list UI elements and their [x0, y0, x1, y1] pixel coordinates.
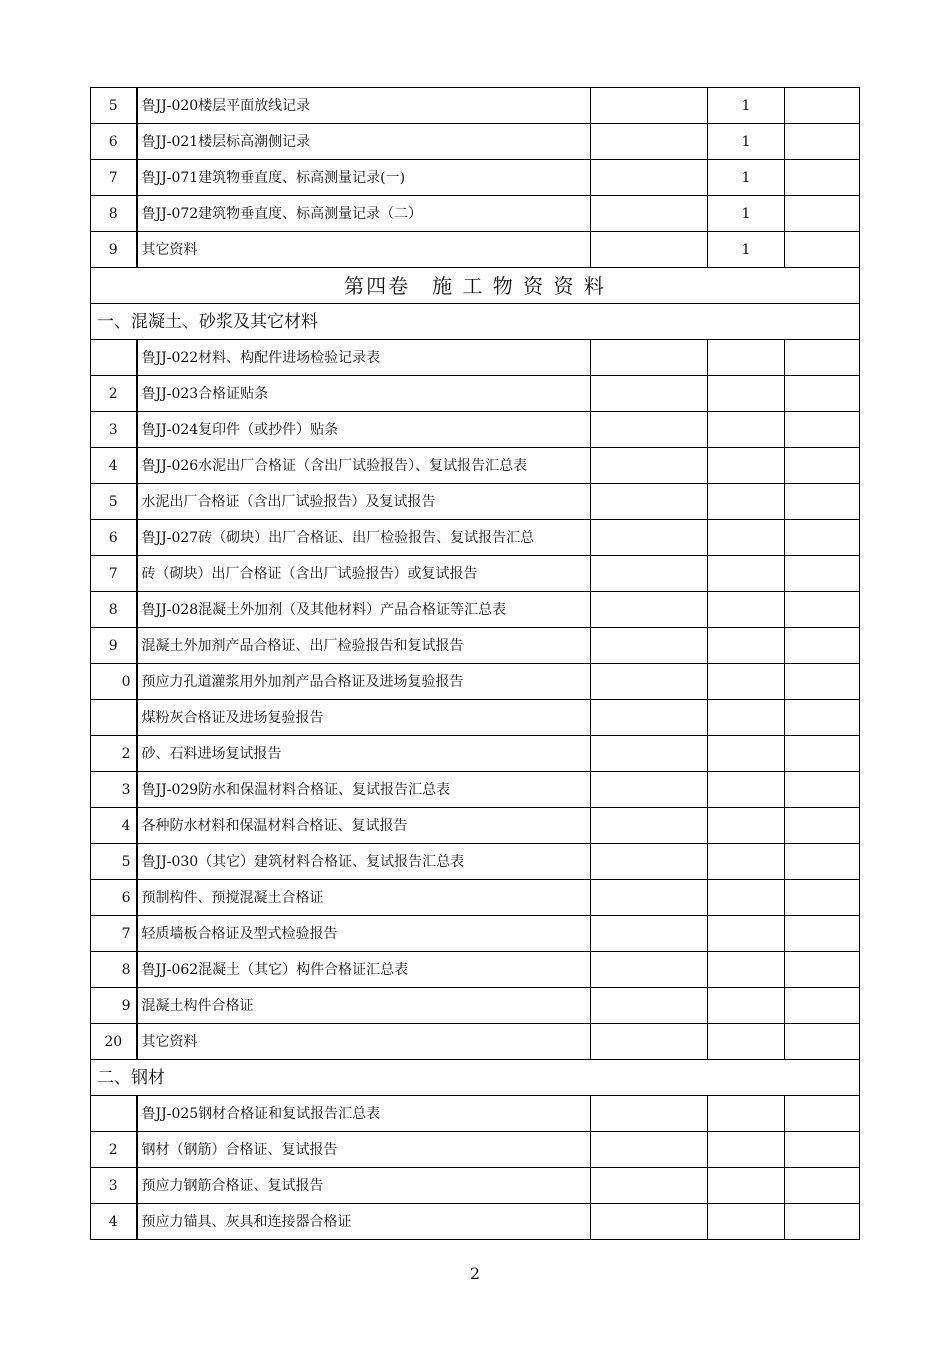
- blank-cell: [591, 808, 708, 844]
- blank-cell: [708, 1024, 785, 1060]
- item-name: 鲁JJ-025钢材合格证和复试报告汇总表: [137, 1096, 591, 1132]
- table-row: [91, 448, 860, 484]
- table-row: [91, 1168, 860, 1204]
- blank-cell: [785, 88, 860, 124]
- blank-cell: [785, 448, 860, 484]
- table-row: [91, 880, 860, 916]
- item-number: 9: [91, 232, 137, 268]
- item-number: 6: [91, 124, 137, 160]
- item-name: 预应力锚具、灰具和连接器合格证: [137, 1204, 591, 1240]
- blank-cell: [708, 376, 785, 412]
- blank-cell: [591, 916, 708, 952]
- blank-cell: [785, 520, 860, 556]
- blank-cell: [708, 700, 785, 736]
- blank-cell: [591, 448, 708, 484]
- blank-cell: [785, 232, 860, 268]
- item-name: 鲁JJ-030（其它）建筑材料合格证、复试报告汇总表: [137, 844, 591, 880]
- blank-cell: [785, 196, 860, 232]
- table-row: [91, 1204, 860, 1240]
- blank-cell: [708, 952, 785, 988]
- item-name: 鲁JJ-022材料、构配件进场检验记录表: [137, 340, 591, 376]
- item-number: 7: [91, 160, 137, 196]
- blank-cell: [708, 340, 785, 376]
- blank-cell: [591, 1024, 708, 1060]
- blank-cell: [785, 484, 860, 520]
- blank-cell: [708, 880, 785, 916]
- blank-cell: [785, 592, 860, 628]
- item-number: 8: [91, 952, 137, 988]
- blank-cell: [708, 736, 785, 772]
- item-number: 20: [91, 1024, 137, 1060]
- item-name: 钢材（钢筋）合格证、复试报告: [137, 1132, 591, 1168]
- blank-cell: [785, 412, 860, 448]
- blank-cell: [708, 1204, 785, 1240]
- blank-cell: [591, 232, 708, 268]
- blank-cell: [591, 376, 708, 412]
- item-name: 混凝土外加剂产品合格证、出厂检验报告和复试报告: [137, 628, 591, 664]
- table-row: [91, 340, 860, 376]
- table-row: [91, 88, 860, 124]
- item-copies: 1: [708, 232, 785, 268]
- blank-cell: [785, 124, 860, 160]
- blank-cell: [785, 844, 860, 880]
- item-number: 2: [91, 1132, 137, 1168]
- item-number: 0: [91, 664, 137, 700]
- item-name: 轻质墙板合格证及型式检验报告: [137, 916, 591, 952]
- blank-cell: [785, 1024, 860, 1060]
- blank-cell: [785, 1204, 860, 1240]
- item-name: 鲁JJ-027砖（砌块）出厂合格证、出厂检验报告、复试报告汇总: [137, 520, 591, 556]
- blank-cell: [785, 376, 860, 412]
- table-row: [91, 988, 860, 1024]
- table-row: [91, 412, 860, 448]
- item-number: [91, 340, 137, 376]
- section-title: 一、混凝土、砂浆及其它材料: [91, 304, 860, 340]
- blank-cell: [591, 736, 708, 772]
- item-number: 6: [91, 520, 137, 556]
- blank-cell: [708, 664, 785, 700]
- item-number: 8: [91, 196, 137, 232]
- item-copies: 1: [708, 88, 785, 124]
- blank-cell: [785, 340, 860, 376]
- blank-cell: [785, 160, 860, 196]
- item-number: 2: [91, 736, 137, 772]
- item-copies: 1: [708, 196, 785, 232]
- item-name: 鲁JJ-062混凝土（其它）构件合格证汇总表: [137, 952, 591, 988]
- blank-cell: [591, 1204, 708, 1240]
- blank-cell: [785, 808, 860, 844]
- blank-cell: [785, 664, 860, 700]
- item-name: 鲁JJ-026水泥出厂合格证（含出厂试验报告）、复试报告汇总表: [137, 448, 591, 484]
- table-row: [91, 844, 860, 880]
- blank-cell: [591, 1168, 708, 1204]
- blank-cell: [591, 844, 708, 880]
- table-row: [91, 700, 860, 736]
- page-number: 2: [469, 1264, 481, 1283]
- table-row: [91, 592, 860, 628]
- blank-cell: [591, 160, 708, 196]
- blank-cell: [785, 1132, 860, 1168]
- table-row: [91, 1132, 860, 1168]
- item-number: 8: [91, 592, 137, 628]
- blank-cell: [785, 952, 860, 988]
- table-row: [91, 664, 860, 700]
- table-row: [91, 1096, 860, 1132]
- blank-cell: [591, 1132, 708, 1168]
- table-row: [91, 196, 860, 232]
- item-number: 9: [91, 988, 137, 1024]
- item-number: 3: [91, 412, 137, 448]
- blank-cell: [708, 808, 785, 844]
- table-row: [91, 916, 860, 952]
- section-header-row: [91, 304, 860, 340]
- item-name: 鲁JJ-021楼层标高潮侧记录: [137, 124, 591, 160]
- table-row: [91, 520, 860, 556]
- blank-cell: [785, 556, 860, 592]
- blank-cell: [785, 1096, 860, 1132]
- blank-cell: [785, 736, 860, 772]
- table-row: [91, 772, 860, 808]
- blank-cell: [591, 556, 708, 592]
- item-name: 其它资料: [137, 1024, 591, 1060]
- section-header-row: [91, 1060, 860, 1096]
- table-row: [91, 160, 860, 196]
- item-name: 鲁JJ-024复印件（或抄件）贴条: [137, 412, 591, 448]
- item-copies: 1: [708, 160, 785, 196]
- item-name: 预应力钢筋合格证、复试报告: [137, 1168, 591, 1204]
- blank-cell: [591, 484, 708, 520]
- blank-cell: [591, 700, 708, 736]
- item-name: 煤粉灰合格证及进场复验报告: [137, 700, 591, 736]
- blank-cell: [785, 772, 860, 808]
- item-number: [91, 1096, 137, 1132]
- item-number: 5: [91, 88, 137, 124]
- table-row: [91, 376, 860, 412]
- blank-cell: [708, 484, 785, 520]
- blank-cell: [591, 124, 708, 160]
- blank-cell: [708, 592, 785, 628]
- blank-cell: [708, 1132, 785, 1168]
- item-number: 5: [91, 484, 137, 520]
- blank-cell: [591, 340, 708, 376]
- blank-cell: [708, 772, 785, 808]
- blank-cell: [591, 412, 708, 448]
- table-row: [91, 808, 860, 844]
- item-number: 7: [91, 916, 137, 952]
- item-number: 9: [91, 628, 137, 664]
- item-name: 砂、石料进场复试报告: [137, 736, 591, 772]
- table-row: [91, 556, 860, 592]
- blank-cell: [785, 916, 860, 952]
- blank-cell: [591, 1096, 708, 1132]
- volume-title: [91, 268, 860, 304]
- table-row: [91, 1024, 860, 1060]
- item-name: 各种防水材料和保温材料合格证、复试报告: [137, 808, 591, 844]
- blank-cell: [591, 628, 708, 664]
- item-copies: 1: [708, 124, 785, 160]
- item-number: [91, 700, 137, 736]
- blank-cell: [708, 556, 785, 592]
- blank-cell: [785, 700, 860, 736]
- blank-cell: [708, 520, 785, 556]
- volume-name: 施 工 物 资 资 料: [432, 273, 606, 298]
- item-number: 7: [91, 556, 137, 592]
- table-row: [91, 124, 860, 160]
- item-number: 6: [91, 880, 137, 916]
- item-name: 其它资料: [137, 232, 591, 268]
- volume-prefix: 第四卷: [344, 273, 411, 298]
- blank-cell: [591, 520, 708, 556]
- table-row: [91, 736, 860, 772]
- blank-cell: [785, 880, 860, 916]
- item-name: 砖（砌块）出厂合格证（含出厂试验报告）或复试报告: [137, 556, 591, 592]
- item-name: 鲁JJ-029防水和保温材料合格证、复试报告汇总表: [137, 772, 591, 808]
- item-name: 鲁JJ-072建筑物垂直度、标高测量记录（二）: [137, 196, 591, 232]
- blank-cell: [708, 988, 785, 1024]
- item-number: 5: [91, 844, 137, 880]
- blank-cell: [785, 1168, 860, 1204]
- blank-cell: [785, 628, 860, 664]
- item-number: 3: [91, 772, 137, 808]
- item-number: 3: [91, 1168, 137, 1204]
- blank-cell: [591, 952, 708, 988]
- blank-cell: [785, 988, 860, 1024]
- blank-cell: [591, 880, 708, 916]
- blank-cell: [708, 448, 785, 484]
- item-number: 4: [91, 808, 137, 844]
- item-number: 4: [91, 1204, 137, 1240]
- section-title: 二、钢材: [91, 1060, 860, 1096]
- item-name: 预应力孔道灌浆用外加剂产品合格证及进场复验报告: [137, 664, 591, 700]
- blank-cell: [708, 412, 785, 448]
- volume-header-row: [91, 268, 860, 304]
- item-number: 2: [91, 376, 137, 412]
- table-row: [91, 232, 860, 268]
- blank-cell: [591, 772, 708, 808]
- item-name: 预制构件、预搅混凝土合格证: [137, 880, 591, 916]
- blank-cell: [708, 916, 785, 952]
- table-row: [91, 484, 860, 520]
- item-number: 4: [91, 448, 137, 484]
- item-name: 鲁JJ-023合格证贴条: [137, 376, 591, 412]
- item-name: 鲁JJ-071建筑物垂直度、标高测量记录(一): [137, 160, 591, 196]
- blank-cell: [591, 88, 708, 124]
- blank-cell: [708, 628, 785, 664]
- item-name: 鲁JJ-028混凝土外加剂（及其他材料）产品合格证等汇总表: [137, 592, 591, 628]
- blank-cell: [708, 844, 785, 880]
- table-row: [91, 628, 860, 664]
- item-name: 鲁JJ-020楼层平面放线记录: [137, 88, 591, 124]
- blank-cell: [591, 196, 708, 232]
- blank-cell: [591, 592, 708, 628]
- blank-cell: [591, 988, 708, 1024]
- blank-cell: [591, 664, 708, 700]
- archive-index-table: [90, 87, 860, 1240]
- blank-cell: [708, 1096, 785, 1132]
- table-row: [91, 952, 860, 988]
- blank-cell: [708, 1168, 785, 1204]
- item-name: 混凝土构件合格证: [137, 988, 591, 1024]
- item-name: 水泥出厂合格证（含出厂试验报告）及复试报告: [137, 484, 591, 520]
